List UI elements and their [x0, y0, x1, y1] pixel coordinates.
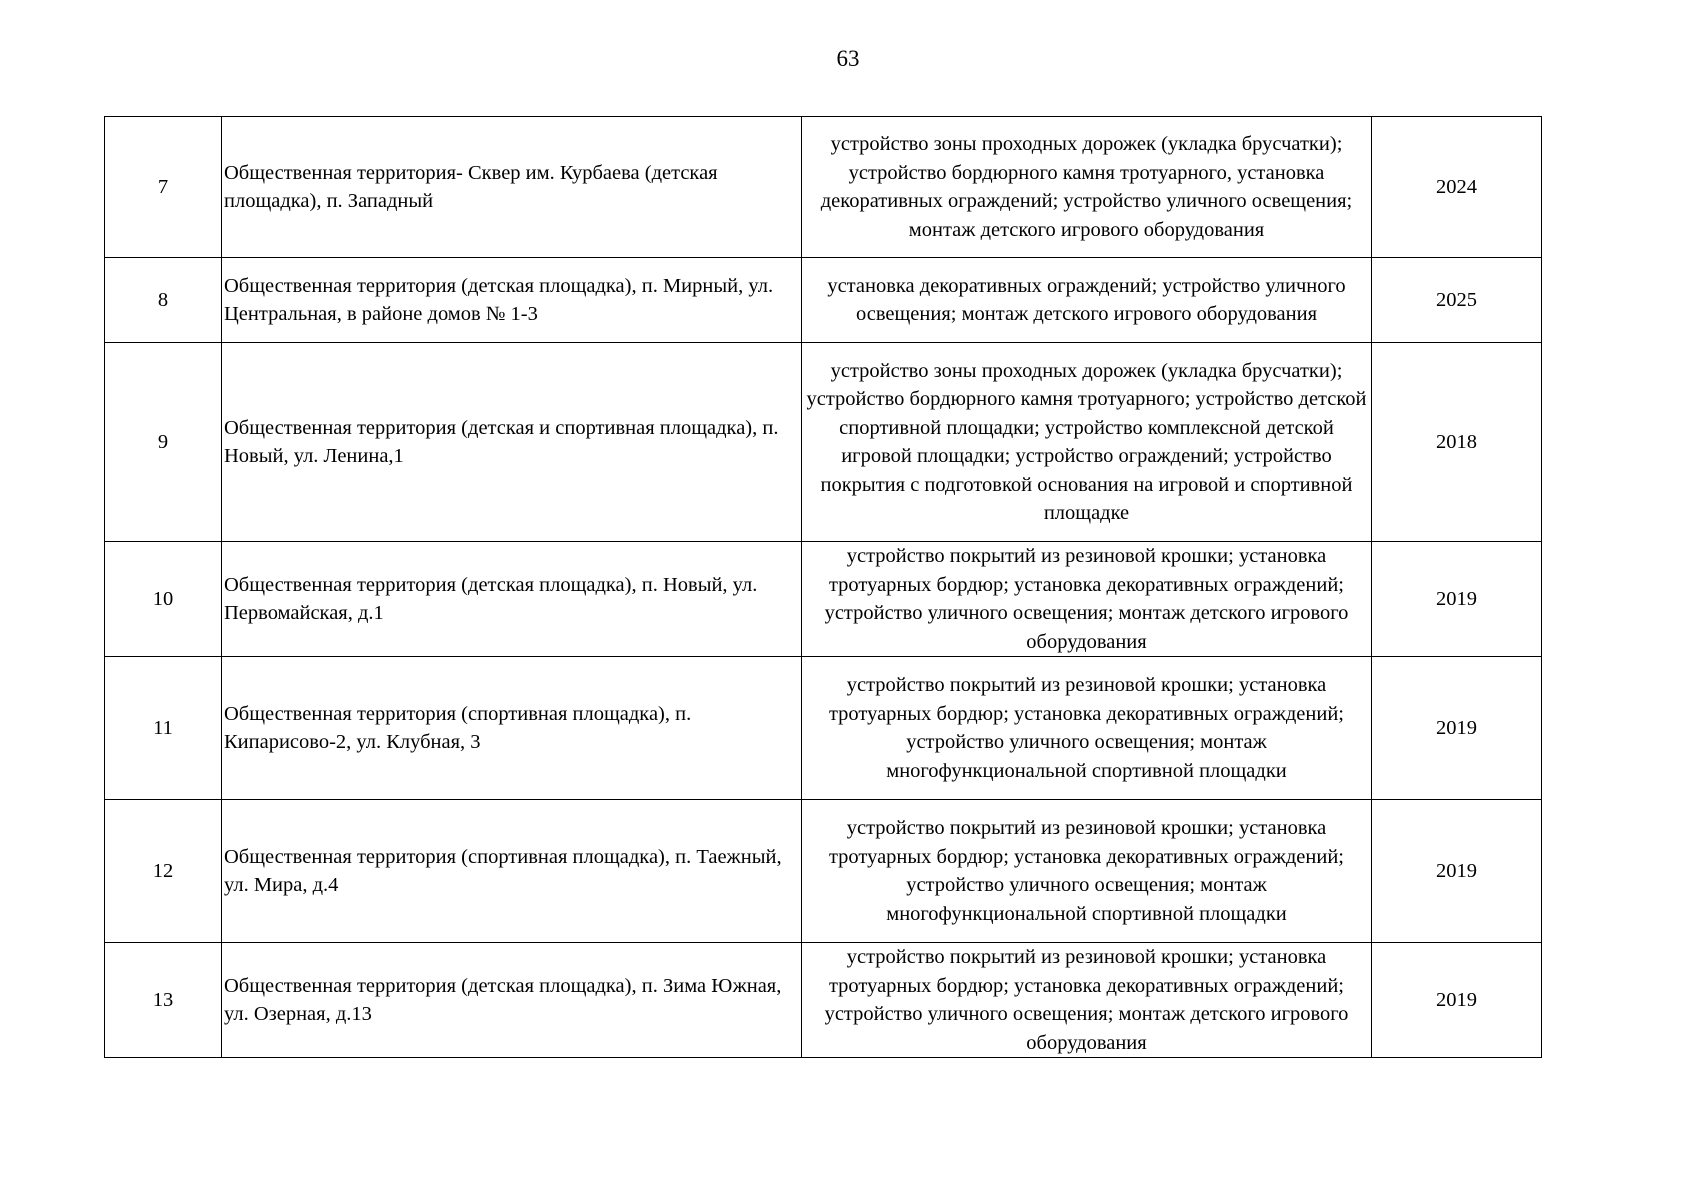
works-description: устройство покрытий из резиновой крошки; установка тротуарных бордюр; установка декоративных ограждений; устройство уличного освещения; монтаж детского игрового оборудования: [802, 542, 1372, 657]
table-row: [105, 258, 1542, 343]
works-description: устройство покрытий из резиновой крошки; установка тротуарных бордюр; установка декоративных ограждений; устройство уличного освещения; монтаж детского игрового оборудования: [802, 943, 1372, 1058]
territories-table: [104, 116, 1542, 1058]
year-cell: 2019: [1372, 542, 1542, 657]
table-row: [105, 117, 1542, 258]
territory-name: Общественная территория (детская и спортивная площадка), п. Новый, ул. Ленина,1: [222, 343, 802, 542]
row-number: 10: [105, 542, 222, 657]
territory-name: Общественная территория (детская площадка), п. Новый, ул. Первомайская, д.1: [222, 542, 802, 657]
row-number: 12: [105, 800, 222, 943]
works-description: устройство зоны проходных дорожек (укладка брусчатки); устройство бордюрного камня тротуарного; устройство детской спортивной площадки; устройство комплексной детской игровой площадки; устройство ограждений; устройство покрытия с подготовкой основания на игровой и спортивной площадке: [802, 343, 1372, 542]
works-description: установка декоративных ограждений; устройство уличного освещения; монтаж детского игрового оборудования: [802, 258, 1372, 343]
year-cell: 2018: [1372, 343, 1542, 542]
row-number: 7: [105, 117, 222, 258]
table-row: [105, 800, 1542, 943]
row-number: 13: [105, 943, 222, 1058]
territory-name: Общественная территория- Сквер им. Курбаева (детская площадка), п. Западный: [222, 117, 802, 258]
year-cell: 2019: [1372, 943, 1542, 1058]
row-number: 11: [105, 657, 222, 800]
territory-name: Общественная территория (спортивная площадка), п. Кипарисово-2, ул. Клубная, 3: [222, 657, 802, 800]
year-cell: 2019: [1372, 657, 1542, 800]
table-row: [105, 657, 1542, 800]
works-description: устройство зоны проходных дорожек (укладка брусчатки); устройство бордюрного камня тротуарного, установка декоративных ограждений; устройство уличного освещения; монтаж детского игрового оборудования: [802, 117, 1372, 258]
territory-name: Общественная территория (детская площадка), п. Зима Южная, ул. Озерная, д.13: [222, 943, 802, 1058]
table-row: [105, 343, 1542, 542]
table-row: [105, 943, 1542, 1058]
page-number: 63: [836, 46, 860, 71]
territory-name: Общественная территория (спортивная площадка), п. Таежный, ул. Мира, д.4: [222, 800, 802, 943]
year-cell: 2019: [1372, 800, 1542, 943]
territory-name: Общественная территория (детская площадка), п. Мирный, ул. Центральная, в районе домов № 1-3: [222, 258, 802, 343]
year-cell: 2025: [1372, 258, 1542, 343]
works-description: устройство покрытий из резиновой крошки; установка тротуарных бордюр; установка декоративных ограждений; устройство уличного освещения; монтаж многофункциональной спортивной площадки: [802, 800, 1372, 943]
table-row: [105, 542, 1542, 657]
works-description: устройство покрытий из резиновой крошки; установка тротуарных бордюр; установка декоративных ограждений; устройство уличного освещения; монтаж многофункциональной спортивной площадки: [802, 657, 1372, 800]
row-number: 9: [105, 343, 222, 542]
row-number: 8: [105, 258, 222, 343]
year-cell: 2024: [1372, 117, 1542, 258]
